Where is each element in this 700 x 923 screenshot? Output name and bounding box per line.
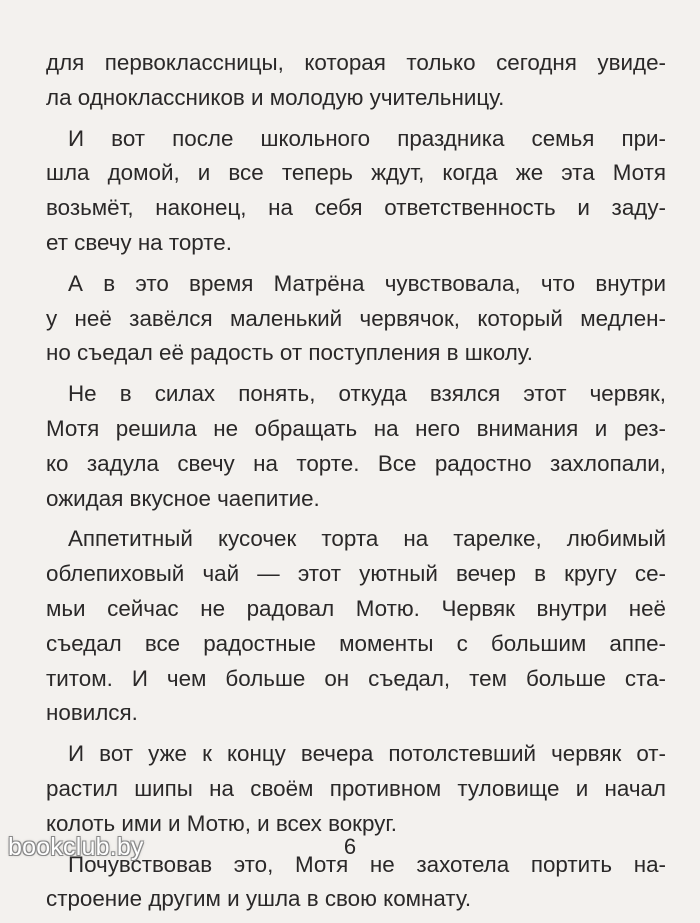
text-line: у неё завёлся маленький червячок, который медлен- [46, 305, 666, 331]
text-line: строение другим и ушла в свою комнату. [46, 886, 472, 912]
text-line: мьи сейчас не радовал Мотю. Червяк внутри неё [46, 595, 666, 621]
page-number: 6 [343, 834, 357, 859]
text-line: А в это время Матрёна чувствовала, что внутри [68, 270, 666, 296]
book-page-text [46, 46, 666, 923]
text-line: Не в силах понять, откуда взялся этот червяк, [68, 381, 666, 407]
text-line: ожидая вкусное чаепитие. [46, 485, 320, 511]
text-line: И вот уже к концу вечера потолстевший червяк от- [68, 741, 666, 767]
paragraph-5 [46, 522, 666, 731]
text-line: для первоклассницы, которая только сегодня увиде- [46, 50, 666, 75]
text-line: И вот после школьного праздника семья при- [68, 125, 666, 151]
text-line: возьмёт, наконец, на себя ответственность и заду- [46, 195, 666, 221]
watermark-logo: bookclub.by [8, 833, 144, 861]
text-line: шла домой, и все теперь ждут, когда же эта Мотя [46, 160, 666, 186]
text-line: ет свечу на торте. [46, 229, 232, 255]
paragraph-4 [46, 377, 666, 516]
text-line: Аппетитный кусочек торта на тарелке, любимый [68, 526, 666, 552]
text-line: растил шипы на своём противном туловище и начал [46, 775, 666, 801]
text-line: Почувствовав это, Мотя не захотела портить на- [68, 851, 666, 877]
text-line: ла одноклассников и молодую учительницу. [46, 84, 505, 110]
text-line: Мотя решила не обращать на него внимания и рез- [46, 415, 666, 441]
text-line: новился. [46, 700, 138, 726]
text-line: колоть ими и Мотю, и всех вокруг. [46, 810, 398, 836]
paragraph-6 [46, 737, 666, 841]
paragraph-2 [46, 122, 666, 261]
text-line: облепиховый чай — этот уютный вечер в кругу се- [46, 561, 666, 587]
text-line: титом. И чем больше он съедал, тем больше ста- [46, 665, 666, 691]
text-line: но съедал её радость от поступления в школу. [46, 340, 533, 366]
paragraph-1 [46, 46, 666, 116]
paragraph-3 [46, 267, 666, 371]
text-line: ко задула свечу на торте. Все радостно захлопали, [46, 450, 666, 476]
text-line: съедал все радостные моменты с большим аппе- [46, 630, 666, 656]
